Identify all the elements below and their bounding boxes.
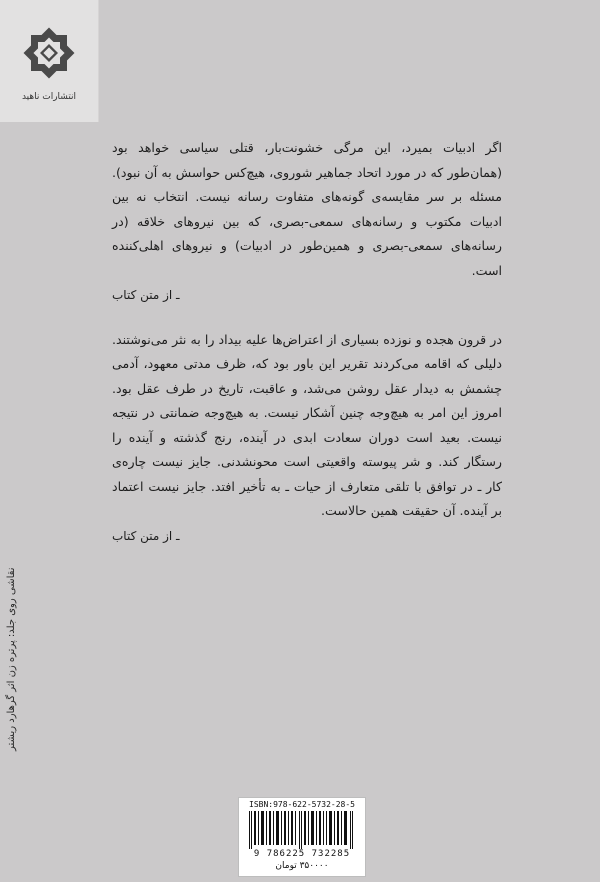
publisher-name: انتشارات ناهید <box>21 92 77 102</box>
blurb-source-2: ـ از متن کتاب <box>112 528 180 543</box>
blurb-source-1: ـ از متن کتاب <box>112 288 180 302</box>
publisher-star-logo-icon <box>18 22 80 84</box>
isbn-number: ISBN:978-622-5732-28-5 <box>249 800 355 809</box>
barcode-digits: 9 786225 732285 <box>253 849 351 859</box>
cover-art-credit: نقاشی روی جلد: پرتره زن اثر گرهارد ریشتر <box>6 568 17 752</box>
isbn-barcode-label <box>238 797 366 877</box>
blurb-paragraph-1: اگر ادبیات بمیرد، این مرگی خشونت‌بار، قتلی سیاسی خواهد بود (همان‌طور که در مورد اتحاد جماهیر شوروی، هیچ‌کس حواسش به آن نبود). مسئله بر سر مقایسه‌ی گونه‌های متفاوت رسانه نیست. انتخاب نه بین ادبیات مکتوب و رسانه‌های سمعی-بصری، که بین نیروهای خلاقه (در رسانه‌های سمعی-بصری و همین‌طور در ادبیات) و نیروهای اهلی‌کننده است. <box>112 140 502 278</box>
publisher-logo-panel <box>0 0 99 122</box>
blurb-paragraph-2: در قرون هجده و نوزده بسیاری از اعتراض‌ها علیه بیداد را به نثر می‌نوشتند. دلیلی که اقامه می‌کردند تقریر این باور بود که، ظرف مدتی معهود، آدمی چشمش به دیدار عقل روشن می‌شد، و عاقبت، تاریخ در طرف عقل بود. امروز این امر به هیچ‌وجه چنین آشکار نیست. به هیچ‌وجه ضمانتی در نتیجه نیست. بعید است دوران سعادت ابدی در آینده، رنج گذشته و آینده را رستگار کند. و شر پیوسته واقعیتی است محونشدنی. جایز نیست چاره‌ی کار ـ در توافق با تلقی متعارف از حیات ـ به تأخیر افتد. جایز نیست اعتماد بر آینده. آن حقیقت همین حالاست. <box>112 331 502 518</box>
barcode-icon <box>247 811 357 849</box>
price-label: ۳۵۰۰۰۰ تومان <box>275 861 329 871</box>
blurb-text-block <box>112 136 502 568</box>
